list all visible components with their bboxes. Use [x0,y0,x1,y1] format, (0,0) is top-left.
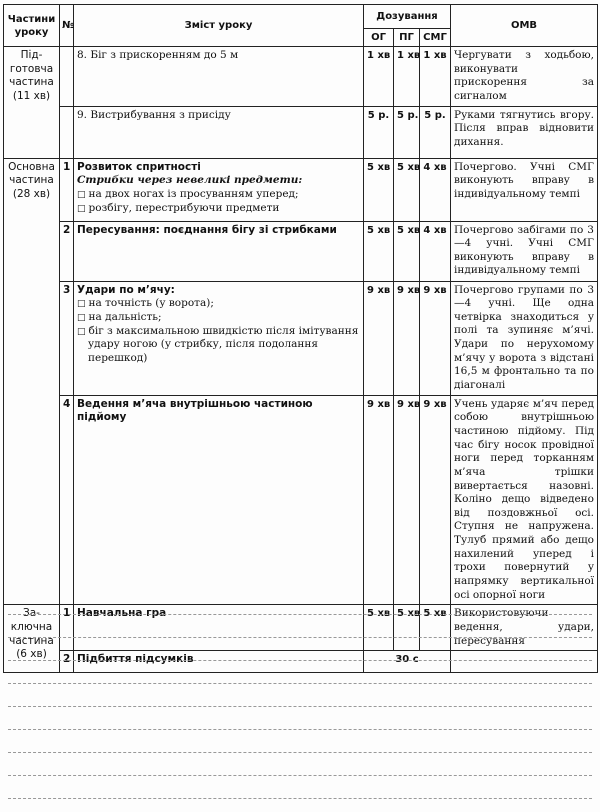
dose-smg: 4 хв [420,158,451,221]
note-line [8,729,592,730]
header-smg: СМГ [420,29,451,47]
row-content [74,106,364,158]
row-content [74,651,364,673]
list-item: □ на двох ногах із просуванням уперед; [77,188,360,202]
dose-smg: 9 хв [420,281,451,395]
dose-pg: 9 хв [394,395,420,605]
dose-og: 9 хв [364,281,394,395]
row-title: Пересування: поєднання бігу зі стрибками [77,223,337,236]
row-omv: Почергово забігами по 3—4 учні. Учні СМГ виконують вправу в індивідуальному темпі [451,221,598,281]
dose-smg: 5 р. [420,106,451,158]
row-title: 8. Біг з прискоренням до 5 м [77,49,239,61]
row-number: 1 [60,158,74,221]
row-content [74,281,364,395]
row-number: 2 [60,651,74,673]
row-content [74,605,364,651]
dose-smg: 4 хв [420,221,451,281]
row-omv: Почергово. Учні СМГ виконують вправу в індивідуальному темпі [451,158,598,221]
header-og: ОГ [364,29,394,47]
dose-pg: 5 хв [394,221,420,281]
row-subtitle: Стрибки через невеликі предмети: [77,174,303,187]
row-number [60,106,74,158]
note-line [8,660,592,661]
dose-pg: 5 р. [394,106,420,158]
dose-pg: 1 хв [394,47,420,107]
row-omv: Руками тягнутись вгору. Після вправ відновити дихання. [451,106,598,158]
row-title: Підбиття підсумків [77,653,194,666]
list-item: □ розбігу, перестрибуючи предмети [77,202,360,216]
list-item: □ біг з максимальною швидкістю після імітування удару ногою (у стрибку, після подолання перешкод) [77,325,360,366]
dose-pg: 9 хв [394,281,420,395]
dose-og: 9 хв [364,395,394,605]
part-final: За- ключна частина (6 хв) [4,605,60,673]
row-content [74,47,364,107]
list-item: □ на точність (у ворота); [77,297,360,311]
row-omv [451,651,598,673]
dose-all: 30 с [364,651,451,673]
note-line [8,614,592,615]
header-no: № [60,5,74,47]
dose-smg: 9 хв [420,395,451,605]
dose-og: 5 р. [364,106,394,158]
row-title: Удари по м’ячу: [77,283,175,296]
header-part: Частини уроку [4,5,60,47]
row-number: 2 [60,221,74,281]
header-pg: ПГ [394,29,420,47]
part-preparatory: Під- готовча частина (11 хв) [4,47,60,159]
part-main: Основна частина (28 хв) [4,158,60,605]
dose-pg: 5 хв [394,605,420,651]
note-line [8,798,592,799]
note-line [8,683,592,684]
row-content [74,395,364,605]
row-omv: Почергово групами по 3—4 учні. Ще одна четвірка знаходиться у полі та зупиняє м’ячі. Удари по нерухомому м’ячу у ворота з відстані 16,5 м фронтально та по діагоналі [451,281,598,395]
list-item: □ на дальність; [77,311,360,325]
row-number: 3 [60,281,74,395]
row-number: 1 [60,605,74,651]
row-title: 9. Вистрибування з присіду [77,108,231,121]
row-number: 4 [60,395,74,605]
row-title: Розвиток спритності [77,160,201,173]
dose-og: 5 хв [364,221,394,281]
header-content: Зміст уроку [74,5,364,47]
note-line [8,706,592,707]
note-line [8,775,592,776]
row-omv: Учень ударяє м’яч перед собою внутрішньою частиною підйому. Під час бігу носок провідної ноги перед торканням м’яча трішки вивертається назовні. Коліно дещо відведено від поздовжньої осі. Ступня не напружена. Тулуб прямий або дещо нахилений уперед і трохи повернутий у напрямку вертикальної осі опорної ноги [451,395,598,605]
header-omv: ОМВ [451,5,598,47]
lesson-plan-table [3,4,598,673]
dose-pg: 5 хв [394,158,420,221]
dose-og: 5 хв [364,158,394,221]
dose-smg: 5 хв [420,605,451,651]
dose-smg: 1 хв [420,47,451,107]
header-dosage: Дозування [364,5,451,29]
dose-og: 5 хв [364,605,394,651]
row-title: Ведення м’яча внутрішньою частиною підйому [77,397,313,424]
note-line [8,637,592,638]
dose-og: 1 хв [364,47,394,107]
row-omv: Використовуючи ведення, удари, пересування [451,605,598,651]
row-omv: Чергувати з ходьбою, виконувати прискорення за сигналом [451,47,598,107]
row-content [74,221,364,281]
row-number [60,47,74,107]
row-content [74,158,364,221]
row-title: Навчальна гра [77,607,167,620]
note-line [8,752,592,753]
